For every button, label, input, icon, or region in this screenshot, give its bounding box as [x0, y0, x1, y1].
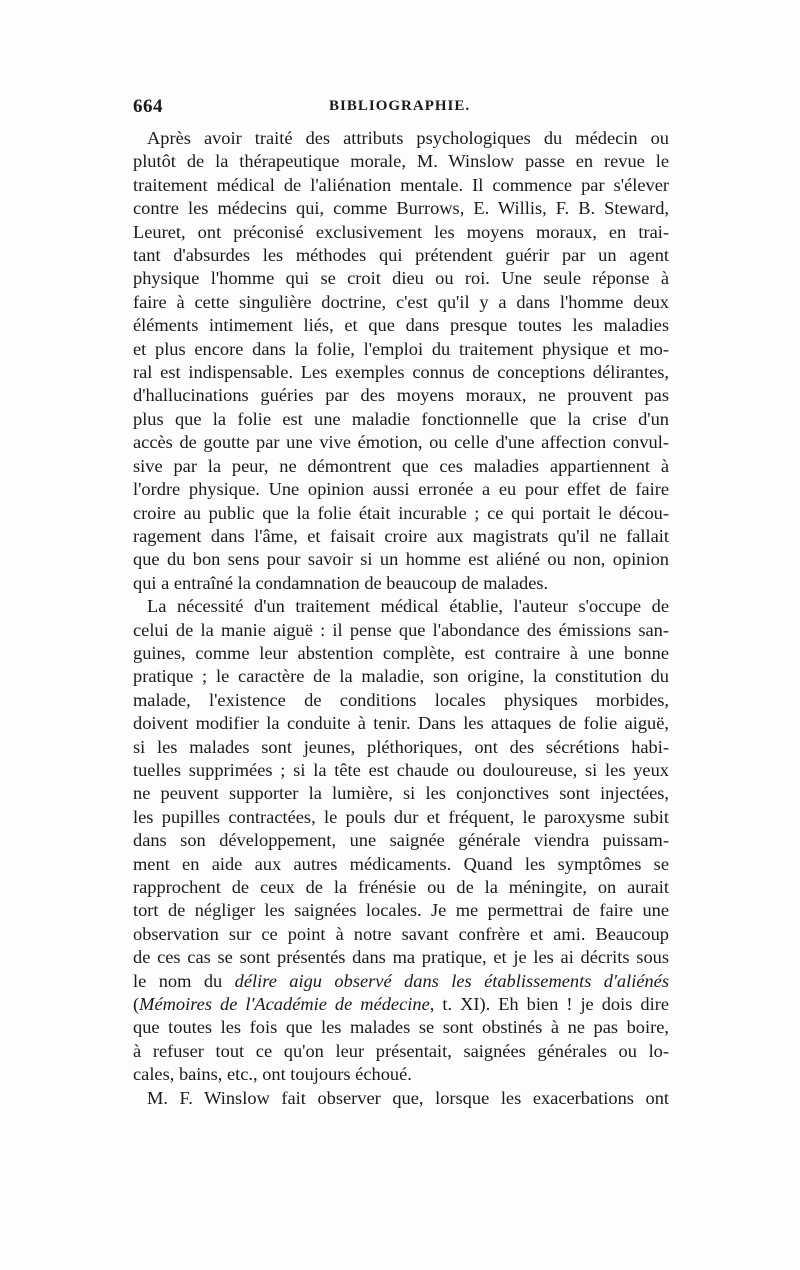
italic-text-run: Mémoires de l'Académie de médecine [139, 994, 430, 1015]
text-line: ral est indispensable. Les exemples connus de conceptions délirantes, [133, 362, 669, 383]
text-line: ragement dans l'âme, et faisait croire aux magistrats qu'il ne fallait [133, 525, 669, 546]
text-line: que toutes les fois que les malades se sont obstinés à ne pas boire, [133, 1017, 669, 1038]
text-run: le nom du [133, 970, 235, 991]
text-line: tuelles supprimées ; si la tête est chaude ou douloureuse, si les yeux [133, 759, 669, 780]
text-line: celui de la manie aiguë : il pense que l'abondance des émissions san- [133, 619, 669, 640]
text-line: doivent modifier la conduite à tenir. Dans les attaques de folie aiguë, [133, 713, 669, 734]
text-line: d'hallucinations guéries par des moyens moraux, ne prouvent pas [133, 385, 669, 406]
text-line: La nécessité d'un traitement médical établie, l'auteur s'occupe de [147, 596, 669, 617]
text-line: pratique ; le caractère de la maladie, son origine, la constitution du [133, 666, 669, 687]
text-line: malade, l'existence de conditions locales physiques morbides, [133, 689, 669, 710]
text-line: Leuret, ont préconisé exclusivement les moyens moraux, en trai- [133, 221, 669, 242]
text-line: cales, bains, etc., ont toujours échoué. [133, 1064, 412, 1085]
text-line: plutôt de la thérapeutique morale, M. Winslow passe en revue le [133, 151, 669, 172]
text-line: tant d'absurdes les méthodes qui prétendent guérir par un agent [133, 245, 669, 266]
text-run: ( [133, 994, 140, 1015]
text-line: ne peuvent supporter la lumière, si les conjonctives sont injectées, [133, 783, 669, 804]
text-line: physique l'homme qui se croit dieu ou roi. Une seule réponse à [133, 268, 669, 289]
text-line: observation sur ce point à notre savant confrère et ami. Beaucoup [133, 923, 669, 944]
text-line: sive par la peur, ne démontrent que ces maladies appartiennent à [133, 455, 669, 476]
text-line: croire au public que la folie était incurable ; ce qui portait le décou- [133, 502, 669, 523]
text-line: l'ordre physique. Une opinion aussi erronée a eu pour effet de faire [133, 479, 669, 500]
text-line [133, 993, 669, 1016]
text-line [133, 970, 669, 993]
text-run: , t. XI). Eh bien ! je dois dire [429, 994, 669, 1015]
text-line: plus que la folie est une maladie fonctionnelle que la crise d'un [133, 408, 669, 429]
text-line: Après avoir traité des attributs psychologiques du médecin ou [147, 128, 669, 148]
text-line: tort de négliger les saignées locales. Je me permettrai de faire une [133, 900, 669, 921]
italic-text-run: délire aigu observé dans les établissements d'aliénés [234, 970, 669, 991]
text-line: éléments intimement liés, et que dans presque toutes les maladies [133, 315, 669, 336]
text-line: que du bon sens pour savoir si un homme est aliéné ou non, opinion [133, 549, 669, 570]
text-line: qui a entraîné la condamnation de beaucoup de malades. [133, 572, 549, 593]
text-line: à refuser tout ce qu'on leur présentait, saignées générales ou lo- [133, 1040, 669, 1061]
text-line: de ces cas se sont présentés dans ma pratique, et je les ai décrits sous [133, 947, 669, 968]
running-head [133, 96, 669, 118]
body-text [133, 127, 669, 1110]
text-line: contre les médecins qui, comme Burrows, E. Willis, F. B. Steward, [133, 198, 669, 219]
text-line: M. F. Winslow fait observer que, lorsque les exacerbations ont [147, 1087, 669, 1108]
text-line: si les malades sont jeunes, pléthoriques, ont des sécrétions habi- [133, 736, 669, 757]
text-line: les pupilles contractées, le pouls dur et fréquent, le paroxysme subit [133, 806, 669, 827]
text-line: traitement médical de l'aliénation mentale. Il commence par s'élever [133, 174, 669, 195]
text-line: accès de goutte par une vive émotion, ou celle d'une affection convul- [133, 432, 669, 453]
text-line: faire à cette singulière doctrine, c'est qu'il y a dans l'homme deux [133, 291, 669, 312]
text-line: et plus encore dans la folie, l'emploi du traitement physique et mo- [133, 338, 669, 359]
text-line: dans son développement, une saignée générale viendra puissam- [133, 830, 669, 851]
page-number: 664 [133, 96, 163, 117]
text-line: guines, comme leur abstention complète, est contraire à une bonne [133, 642, 669, 663]
text-line: rapprochent de ceux de la frénésie ou de la méningite, on aurait [133, 877, 669, 897]
running-title: BIBLIOGRAPHIE. [329, 98, 471, 114]
text-line: ment en aide aux autres médicaments. Quand les symptômes se [133, 853, 669, 874]
